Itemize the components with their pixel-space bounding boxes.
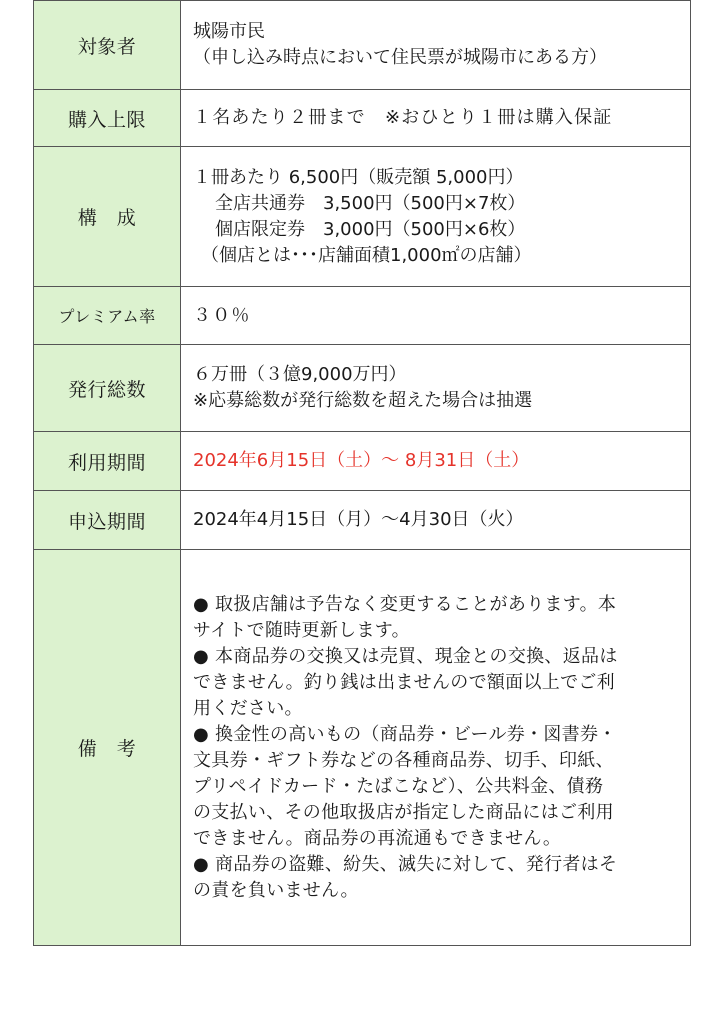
row-target	[34, 1, 691, 90]
target-line-2: （申し込み時点において住民票が城陽市にある方）	[193, 47, 607, 68]
label-limit: 購入上限	[34, 90, 181, 147]
notes-line-11: ● 商品券の盗難、紛失、滅失に対して、発行者はそ	[193, 853, 618, 875]
notes-line-12: の責を負いません。	[193, 879, 359, 901]
voucher-info-table	[33, 0, 691, 946]
value-issue	[181, 345, 691, 432]
value-notes	[181, 550, 691, 946]
row-notes	[34, 550, 691, 946]
composition-line-4: （個店とは･･･店舗面積1,000㎡の店舗）	[201, 244, 532, 266]
label-usage: 利用期間	[34, 432, 181, 491]
issue-line-2: ※応募総数が発行総数を超えた場合は抽選	[193, 390, 533, 411]
row-premium	[34, 287, 691, 345]
row-usage	[34, 432, 691, 491]
value-composition	[181, 147, 691, 287]
notes-line-9: の支払い、その他取扱店が指定した商品にはご利用	[193, 801, 614, 823]
target-line-1: 城陽市民	[193, 21, 265, 42]
notes-line-10: できません。商品券の再流通もできません。	[193, 827, 562, 849]
row-composition	[34, 147, 691, 287]
label-apply: 申込期間	[34, 491, 181, 550]
usage-period: 2024年6月15日（土）～ 8月31日（土）	[193, 450, 530, 471]
value-target	[181, 1, 691, 90]
row-issue	[34, 345, 691, 432]
value-limit	[181, 90, 691, 147]
notes-line-3: ● 本商品券の交換又は売買、現金との交換、返品は	[193, 645, 618, 667]
notes-line-7: 文具券・ギフト券などの各種商品券、切手、印紙、	[193, 749, 614, 771]
premium-text: ３０％	[193, 304, 251, 326]
row-limit	[34, 90, 691, 147]
notes-line-4: できません。釣り銭は出ませんので額面以上でご利	[193, 671, 615, 693]
notes-line-2: サイトで随時更新します。	[193, 619, 410, 641]
label-target: 対象者	[34, 1, 181, 90]
notes-line-1: ● 取扱店舗は予告なく変更することがあります。本	[193, 593, 617, 615]
issue-line-1: ６万冊（３億9,000万円）	[193, 364, 407, 385]
label-notes: 備 考	[34, 550, 181, 946]
label-composition: 構 成	[34, 147, 181, 287]
row-apply	[34, 491, 691, 550]
label-premium: プレミアム率	[34, 287, 181, 345]
composition-line-1: １冊あたり 6,500円（販売額 5,000円）	[193, 166, 524, 188]
notes-line-8: プリペイドカード・たばこなど）、公共料金、債務	[193, 775, 604, 797]
value-usage	[181, 432, 691, 491]
notes-body	[193, 592, 682, 904]
value-premium	[181, 287, 691, 345]
label-issue: 発行総数	[34, 345, 181, 432]
apply-period: 2024年4月15日（月）～4月30日（火）	[193, 509, 524, 530]
value-apply	[181, 491, 691, 550]
notes-line-6: ● 換金性の高いもの（商品券・ビール券・図書券・	[193, 723, 617, 745]
composition-line-2: 全店共通券 3,500円（500円×7枚）	[215, 192, 526, 214]
composition-line-3: 個店限定券 3,000円（500円×6枚）	[215, 218, 526, 240]
limit-text: １名あたり２冊まで ※おひとり１冊は購入保証	[193, 107, 613, 128]
notes-line-5: 用ください。	[193, 697, 303, 719]
